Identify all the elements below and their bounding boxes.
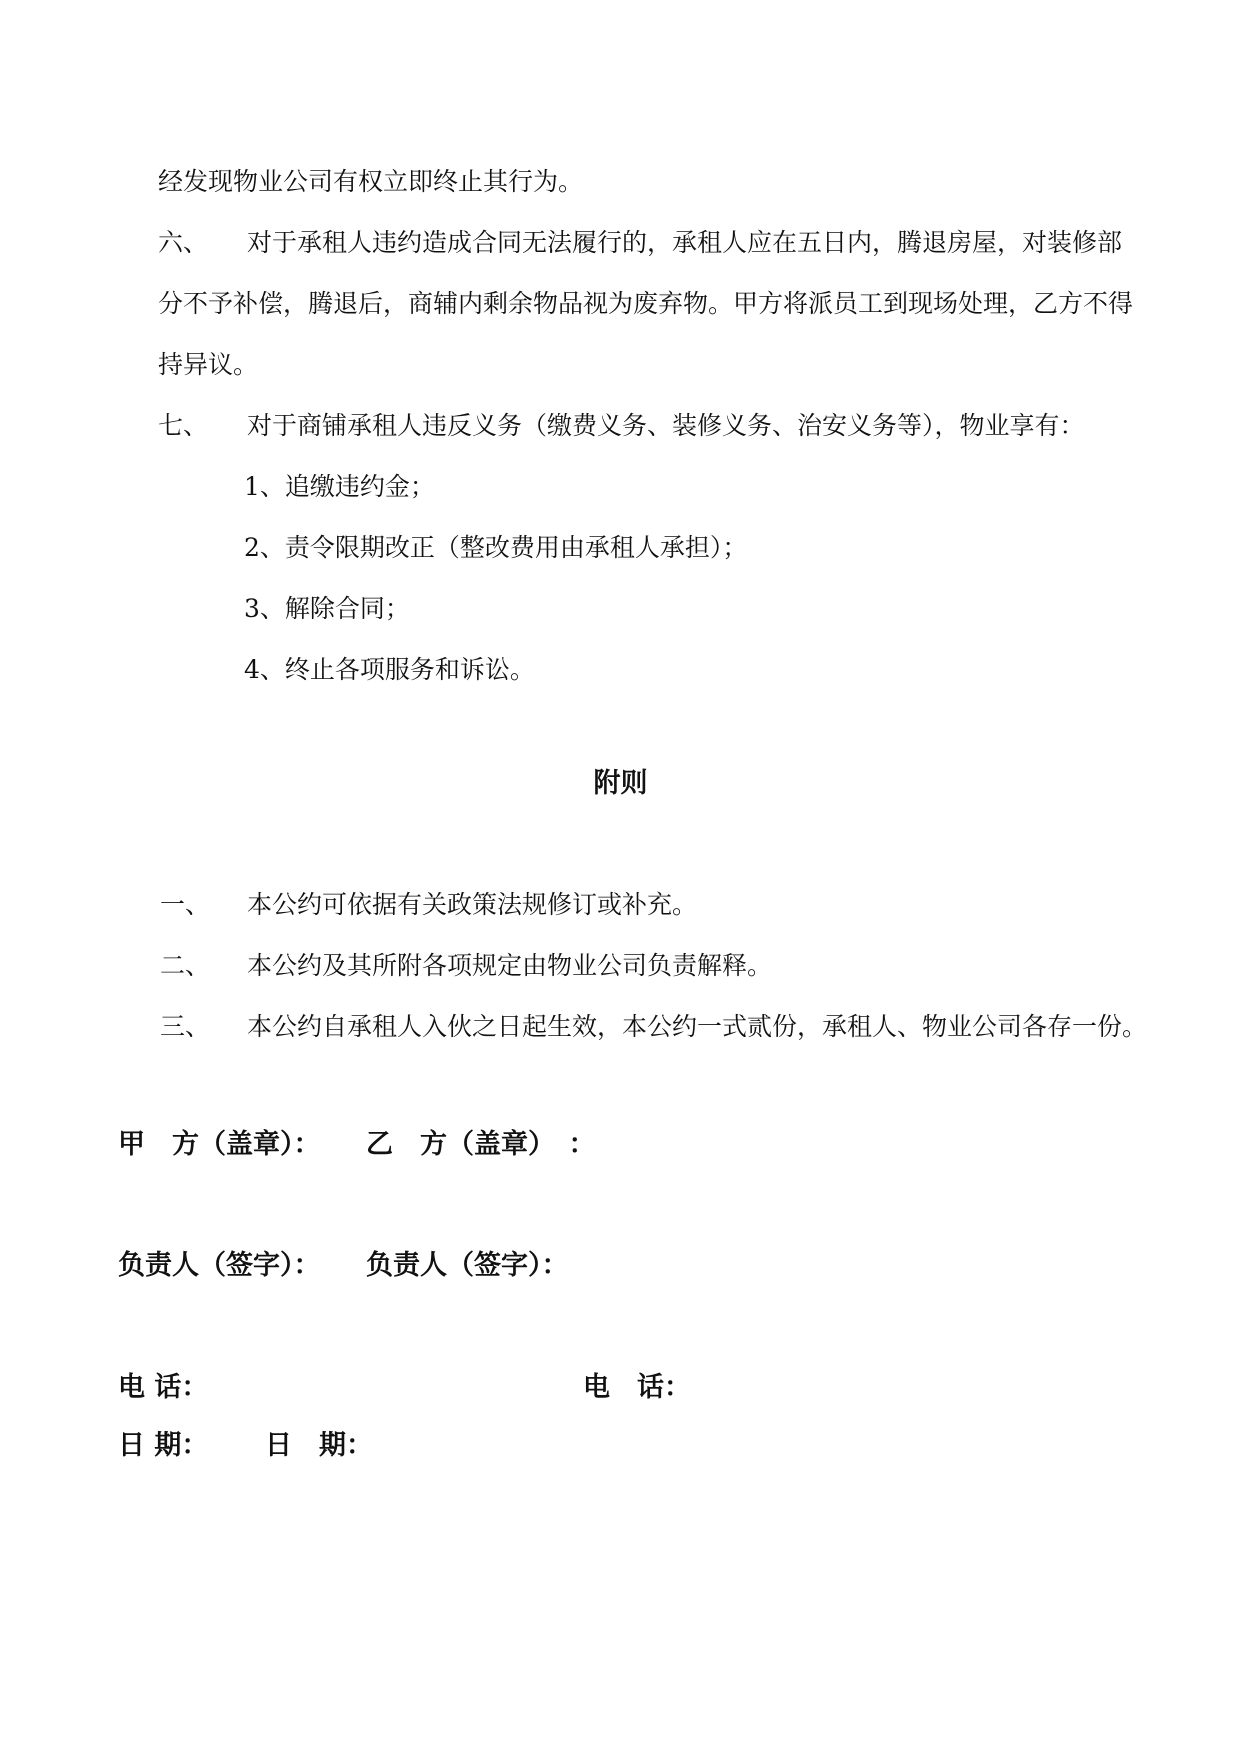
party-a-signer-label: 负责人（签字）：: [118, 1250, 321, 1281]
party-b-seal-label: 乙 方（盖章） ：: [366, 1129, 596, 1160]
clause6-number: 六、: [158, 228, 209, 257]
party-b-phone-label: 电 话：: [583, 1372, 691, 1403]
party-a-date-label: 日 期：: [118, 1430, 209, 1461]
clause7-line1: 对于商铺承租人违反义务（缴费义务、装修义务、治安义务等），物业享有：: [247, 411, 1085, 440]
clause7-number: 七、: [158, 411, 209, 440]
appendix-clause-1-text: 本公约可依据有关政策法规修订或补充。: [247, 890, 698, 919]
clause7-item-2: 2、责令限期改正（整改费用由承租人承担）；: [244, 533, 748, 562]
clause7-item-4: 4、终止各项服务和诉讼。: [244, 655, 535, 684]
clause7-item-1: 1、追缴违约金；: [244, 472, 435, 501]
party-a-seal-label: 甲 方（盖章）：: [118, 1129, 321, 1160]
clause6-line3: 持异议。: [158, 350, 259, 379]
clause6-line1: 对于承租人违约造成合同无法履行的，承租人应在五日内，腾退房屋，对装修部: [247, 228, 1123, 257]
appendix-clause-2-text: 本公约及其所附各项规定由物业公司负责解释。: [247, 951, 773, 980]
party-b-signer-label: 负责人（签字）：: [366, 1250, 569, 1281]
clause5-continuation: 经发现物业公司有权立即终止其行为。: [158, 167, 584, 196]
appendix-clause-3-text: 本公约自承租人入伙之日起生效，本公约一式贰份，承租人、物业公司各存一份。: [247, 1012, 1148, 1041]
appendix-title: 附则: [593, 768, 648, 799]
party-b-date-label: 日 期：: [265, 1430, 373, 1461]
party-a-phone-label: 电 话：: [118, 1372, 209, 1403]
appendix-clause-3-number: 三、: [160, 1012, 211, 1041]
clause7-item-3: 3、解除合同；: [244, 594, 410, 623]
appendix-clause-1-number: 一、: [160, 890, 211, 919]
appendix-clause-2-number: 二、: [160, 951, 211, 980]
clause6-line2: 分不予补偿，腾退后，商辅内剩余物品视为废弃物。甲方将派员工到现场处理，乙方不得: [158, 289, 1134, 318]
